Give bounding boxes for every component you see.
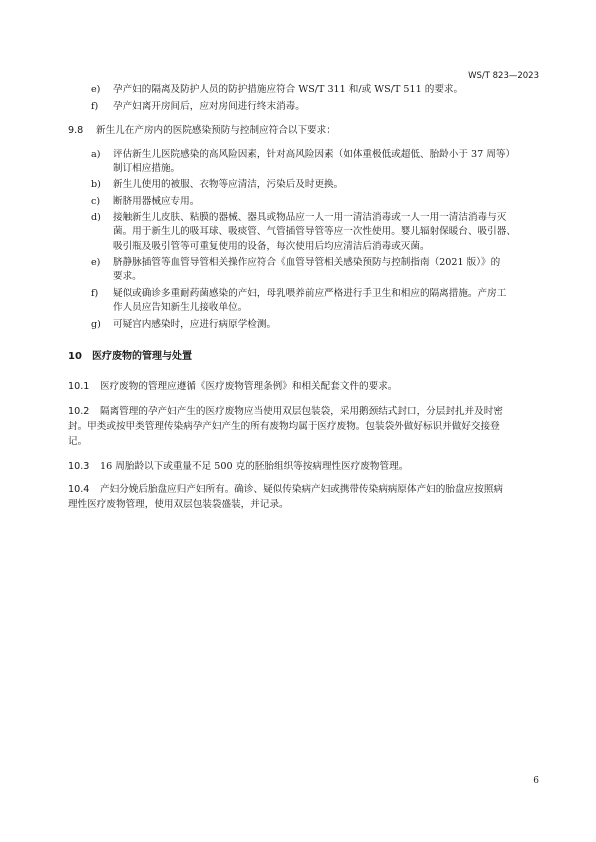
clause-title: 新生儿在产房内的医院感染预防与控制应符合以下要求： <box>96 125 336 136</box>
item-marker: e) <box>91 84 101 95</box>
clause-number: 10.4 <box>68 484 90 495</box>
list-item-line: 接触新生儿皮肤、粘膜的器械、器具或物品应一人一用一清洁消毒或一人一用一清洁消毒与灭 <box>113 212 507 223</box>
paragraph-line: 隔离管理的孕产妇产生的医疗废物应当使用双层包装袋，采用鹅颈结式封口，分层封扎并及时密 <box>100 406 503 417</box>
clause-number: 10.1 <box>68 381 90 392</box>
list-item-line: 作人员应告知新生儿接收单位。 <box>113 302 248 313</box>
list-item-line: 评估新生儿医院感染的高风险因素，针对高风险因素（如体重极低或超低、胎龄小于 37 周等） <box>113 149 516 160</box>
paragraph-line: 医疗废物的管理应遵循《医疗废物管理条例》和相关配套文件的要求。 <box>100 381 398 392</box>
item-marker: c) <box>91 196 101 207</box>
list-item-line: 要求。 <box>113 271 142 282</box>
item-marker: b) <box>91 179 101 190</box>
section-number: 10 <box>68 351 82 362</box>
item-marker: f) <box>91 101 99 112</box>
list-item-line: 可疑宫内感染时，应进行病原学检测。 <box>113 319 277 330</box>
page-number: 6 <box>533 776 539 786</box>
paragraph-line: 16 周胎龄以下或重量不足 500 克的胚胎组织等按病理性医疗废物管理。 <box>100 461 409 472</box>
clause-number: 10.3 <box>68 461 90 472</box>
paragraph-line: 理性医疗废物管理，使用双层包装袋盛装，并记录。 <box>68 499 289 510</box>
standard-code-header: WS/T 823—2023 <box>468 71 539 81</box>
item-marker: d) <box>91 212 101 223</box>
clause-number: 9.8 <box>68 125 84 136</box>
list-item-line: 吸引瓶及吸引管等可重复使用的设备，每次使用后均应清洁后消毒或灭菌。 <box>113 241 430 252</box>
clause-number: 10.2 <box>68 406 90 417</box>
item-marker: a) <box>91 149 101 160</box>
paragraph-line: 产妇分娩后胎盘应归产妇所有。确诊、疑似传染病产妇或携带传染病病原体产妇的胎盘应按照病 <box>100 484 503 495</box>
list-item-line: 疑似或确诊多重耐药菌感染的产妇，母乳喂养前应严格进行手卫生和相应的隔离措施。产房工 <box>113 288 507 299</box>
list-item-line: 孕产妇的隔离及防护人员的防护措施应符合 WS/T 311 和/或 WS/T 511 的要求。 <box>113 84 464 95</box>
item-marker: e) <box>91 257 101 268</box>
paragraph-line: 封。甲类或按甲类管理传染病孕产妇产生的所有废物均属于医疗废物。包装袋外做好标识并做好交接登 <box>68 421 500 432</box>
paragraph-line: 记。 <box>68 436 88 447</box>
list-item-line: 孕产妇离开房间后，应对房间进行终末消毒。 <box>113 101 305 112</box>
list-item-line: 菌。用于新生儿的吸耳球、吸痰管、气管插管导管等应一次性使用。婴儿辐射保暖台、吸引器、 <box>113 226 516 237</box>
item-marker: f) <box>91 288 99 299</box>
section-title: 医疗废物的管理与处置 <box>92 351 192 362</box>
list-item-line: 断脐用器械应专用。 <box>113 196 200 207</box>
item-marker: g) <box>91 319 101 330</box>
list-item-line: 制订相应措施。 <box>113 163 181 174</box>
list-item-line: 新生儿使用的被服、衣物等应清洁，污染后及时更换。 <box>113 179 344 190</box>
list-item-line: 脐静脉插管等血管导管相关操作应符合《血管导管相关感染预防与控制指南（2021 版）》的 <box>113 257 501 268</box>
